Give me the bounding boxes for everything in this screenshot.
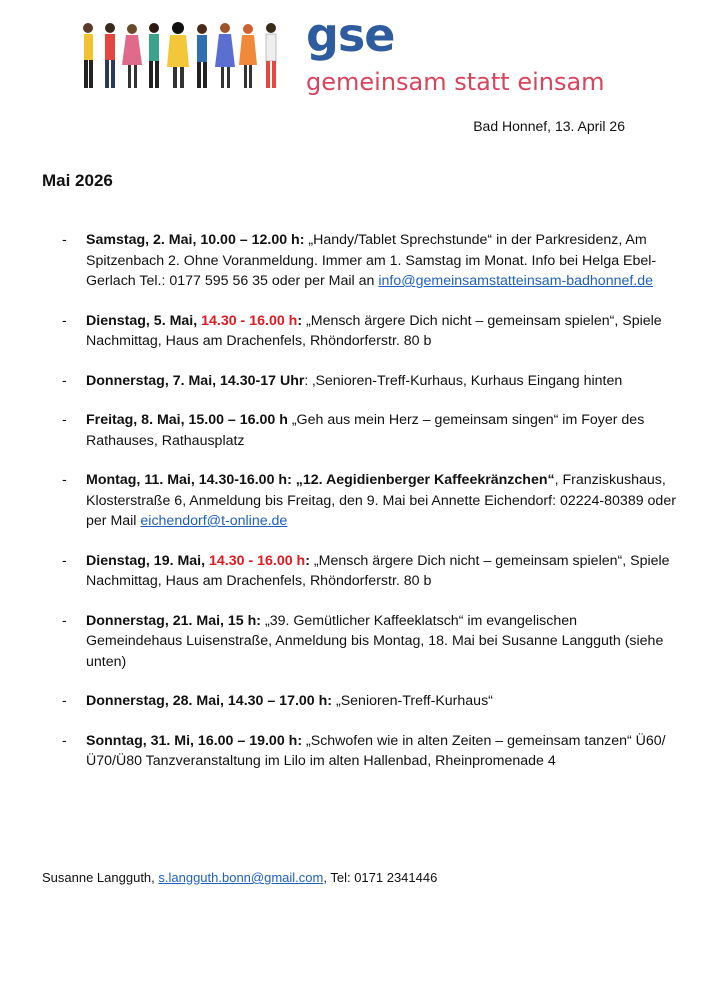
event-item [56,410,676,451]
header [78,10,638,100]
event-description: „39. Gemütlicher Kaffeeklatsch“ im evangelischen Gemeindehaus Luisenstraße, Anmeldung bis Montag, 18. Mai bei Susanne Langguth (siehe unten) [86,612,664,670]
contact-phone: , Tel: 0171 2341446 [323,870,438,885]
event-item [56,470,676,532]
brand-tagline: gemeinsam statt einsam [306,68,605,96]
event-time-highlight: 14.30 - 16.00 h [201,312,298,329]
event-item [56,230,676,292]
event-description: „Senioren-Treff-Kurhaus“ [332,693,493,709]
event-description: „Mensch ärgere Dich nicht – gemeinsam spielen“, Spiele Nachmittag, Haus am Drachenfels, Rhöndorferstr. 80 b [86,552,670,589]
list-dash: - [62,472,67,488]
event-item [56,611,676,673]
list-dash: - [62,732,67,749]
event-date: Dienstag, 5. Mai, [86,312,202,329]
event-time-highlight: 14.30 - 16.00 h [209,552,306,569]
event-list [56,230,676,791]
event-date-time: Donnerstag, 21. Mai, 15 h: [86,612,262,629]
event-date-time: Sonntag, 31. Mi, 16.00 – 19.00 h: [86,732,303,749]
contact-name: Susanne Langguth, [42,870,159,885]
people-row-icon [78,18,293,94]
list-dash: - [62,312,67,329]
event-description: : ‚Senioren-Treff-Kurhaus, Kurhaus Eingang hinten [304,372,623,389]
event-description: „Handy/Tablet Sprechstunde“ in der Parkresidenz, Am Spitzenbach 2. Ohne Voranmeldung. Immer am 1. Samstag im Monat. Info bei Helga Ebel-Gerlach Tel.: 0177 595 56 35 oder per Mail an [86,232,657,289]
event-date-time: Samstag, 2. Mai, 10.00 – 12.00 h: [86,232,305,248]
list-dash: - [62,412,67,428]
list-dash: - [62,232,67,248]
list-dash: - [62,612,67,629]
list-dash: - [62,693,67,709]
event-colon: : [297,312,303,329]
event-item [56,311,676,352]
event-description: , Franziskushaus, Klosterstraße 6, Anmeldung bis Freitag, den 9. Mai bei Annette Eichendorf: 02224-80389 oder per Mail [86,472,676,529]
event-colon: : [305,552,310,569]
event-item [56,691,676,712]
event-date-time: Donnerstag, 28. Mai, 14.30 – 17.00 h: [86,693,333,709]
dateline: Bad Honnef, 13. April 26 [473,118,625,134]
event-item [56,371,676,392]
brand-logo-text: gse [306,8,395,62]
event-description: „Mensch ärgere Dich nicht – gemeinsam spielen“, Spiele Nachmittag, Haus am Drachenfels, Rhöndorferstr. 80 b [86,312,662,349]
contact-footer [42,870,437,885]
event-item [56,551,676,592]
event-description: „Schwofen wie in alten Zeiten – gemeinsam tanzen“ Ü60/Ü70/Ü80 Tanzveranstaltung im Lilo im alten Hallenbad, Rheinpromenade 4 [86,732,666,769]
event-item [56,731,676,772]
event-date-time: Freitag, 8. Mai, 15.00 – 16.00 h [86,412,288,428]
event-description: „Geh aus mein Herz – gemeinsam singen“ im Foyer des Rathauses, Rathausplatz [86,412,645,449]
event-date-time: Montag, 11. Mai, 14.30-16.00 h: „12. Aegidienberger Kaffeekränzchen“ [86,472,555,488]
event-email-link[interactable]: info@gemeinsamstatteinsam-badhonnef.de [378,273,654,289]
event-date: Dienstag, 19. Mai, [86,552,209,569]
event-date-time: Donnerstag, 7. Mai, 14.30-17 Uhr [86,372,305,389]
event-email-link[interactable]: eichendorf@t-online.de [140,513,288,529]
month-title: Mai 2026 [42,171,113,190]
list-dash: - [62,372,67,389]
contact-email-link[interactable]: s.langguth.bonn@gmail.com [158,870,324,885]
list-dash: - [62,552,67,569]
